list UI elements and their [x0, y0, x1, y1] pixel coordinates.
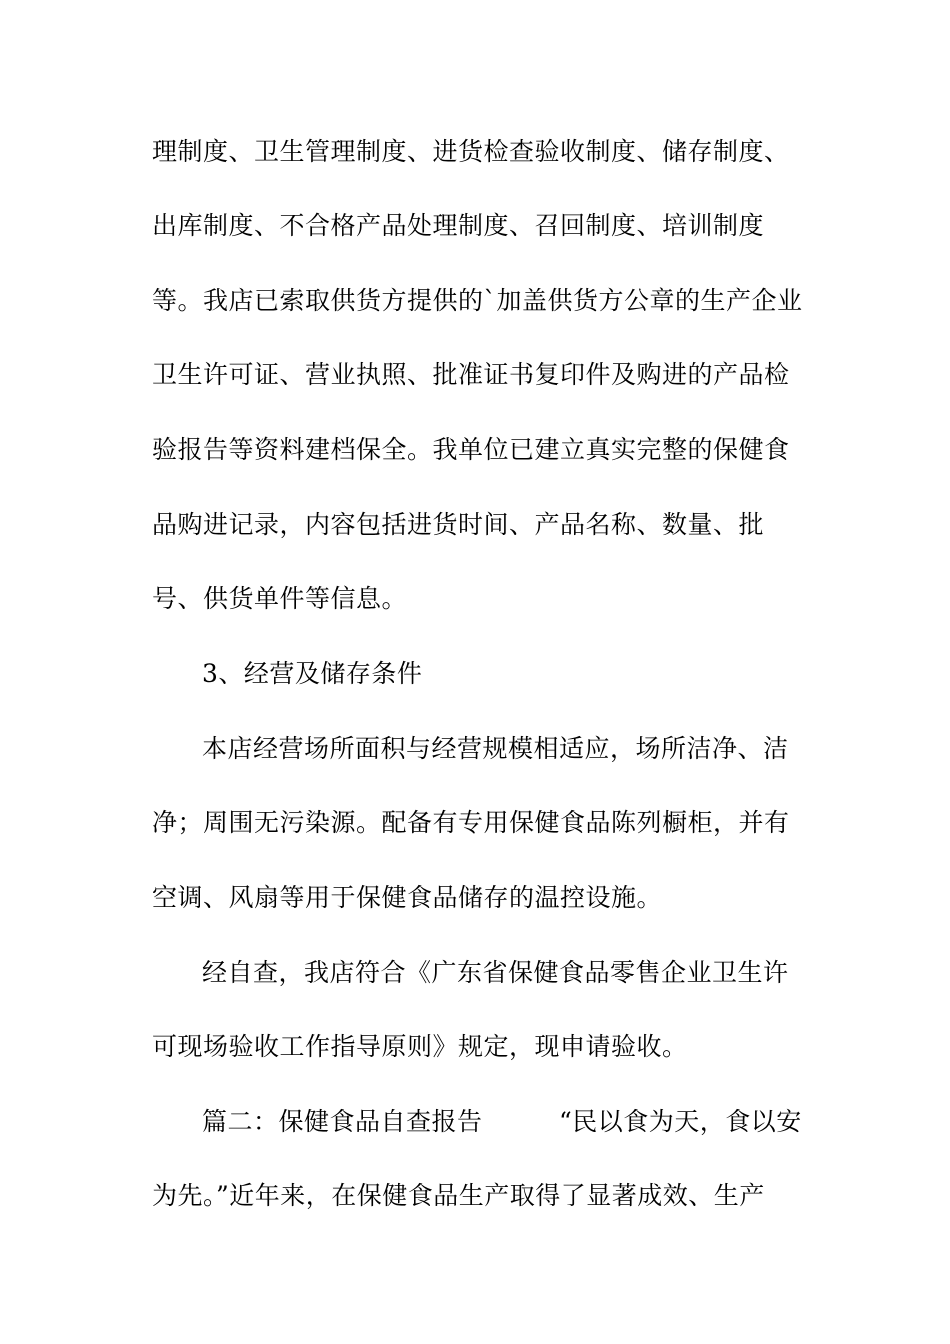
section-heading: 3、经营及储存条件	[202, 659, 423, 688]
text-line: 为先。”近年来，在保健食品生产取得了显著成效、生产	[152, 1181, 765, 1210]
text-line: 本店经营场所面积与经营规模相适应，场所洁净、洁	[202, 734, 789, 763]
text-line: 品购进记录，内容包括进货时间、产品名称、数量、批	[152, 510, 765, 539]
text-line: 净；周围无污染源。配备有专用保健食品陈列橱柜，并有	[152, 808, 790, 837]
text-line: 号、供货单件等信息。	[152, 584, 408, 613]
text-line: 经自查，我店符合《广东省保健食品零售企业卫生许	[202, 958, 789, 987]
text-line: 可现场验收工作指导原则》规定，现申请验收。	[152, 1032, 688, 1061]
text-line: 等。我店已索取供货方提供的`加盖供货方公章的生产企业	[152, 286, 803, 315]
text-line: 出库制度、不合格产品处理制度、召回制度、培训制度	[152, 211, 765, 240]
text-line: 篇二：保健食品自查报告 “民以食为天，食以安	[202, 1107, 802, 1136]
text-line: 卫生许可证、营业执照、批准证书复印件及购进的产品检	[152, 360, 790, 389]
text-line: 验报告等资料建档保全。我单位已建立真实完整的保健食	[152, 435, 790, 464]
text-line: 空调、风扇等用于保健食品储存的温控设施。	[152, 883, 663, 912]
text-line: 理制度、卫生管理制度、进货检查验收制度、储存制度、	[152, 137, 790, 166]
